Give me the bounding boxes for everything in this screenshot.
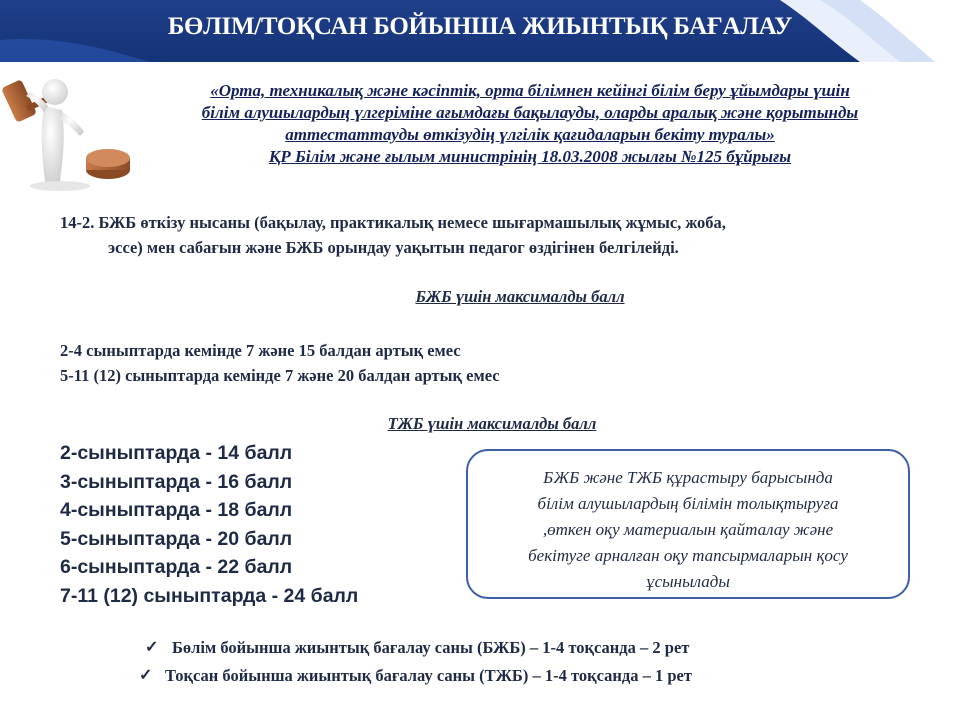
checkmark-icon: ✓ [145, 639, 159, 656]
tjb-max-item: 6-сыныптарда - 22 балл [60, 556, 293, 579]
decree-line: ҚР Білім және ғылым министрінің 18.03.2008 жылғы №125 бұйрығы [268, 147, 792, 166]
checklist-item-text: Тоқсан бойынша жиынтық бағалау саны (ТЖБ) – 1-4 тоқсанда – 1 рет [165, 666, 692, 685]
decree-line: білім алушылардың үлгеріміне ағымдағы бақылауды, оларды аралық және қорытынды [201, 103, 859, 122]
recommendation-line: ұсынылады [646, 572, 730, 591]
recommendation-line: білім алушылардың білімін толықтыруға [537, 494, 839, 513]
checklist-item [0, 634, 960, 662]
recommendation-line: ,өткен оқу материалын қайталау және [542, 520, 834, 539]
rule-paragraph [60, 210, 940, 260]
tjb-max-item: 3-сыныптарда - 16 балл [60, 470, 293, 493]
checklist-item-text: Бөлім бойынша жиынтық бағалау саны (БЖБ) – 1-4 тоқсанда – 2 рет [172, 638, 690, 657]
page-title: БӨЛІМ/ТОҚСАН БОЙЫНША ЖИЫНТЫҚ БАҒАЛАУ [167, 13, 793, 40]
rule-paragraph-line: 14-2. БЖБ өткізу нысаны (бақылау, практикалық немесе шығармашылық жұмыс, жоба, [60, 213, 726, 232]
bjb-max-heading: БЖБ үшін максималды балл [415, 287, 625, 306]
tjb-max-item: 7-11 (12) сыныптарда - 24 балл [60, 584, 359, 607]
decree-line: «Орта, техникалық және кәсіптік, орта білімнен кейінгі білім беру ұйымдары үшін [210, 81, 850, 100]
tjb-max-list [60, 439, 480, 611]
tjb-max-item: 5-сыныптарда - 20 балл [60, 527, 293, 550]
recommendation-line: бекітуге арналған оқу тапсырмаларын қосу [528, 546, 848, 565]
rule-paragraph-line: эссе) мен сабағын және БЖБ орындау уақытын педагог өздігінен белгілейді. [108, 238, 679, 257]
summary-checklist [0, 634, 960, 690]
tjb-max-item: 4-сыныптарда - 18 балл [60, 499, 293, 522]
tjb-max-item: 2-сыныптарда - 14 балл [60, 442, 293, 464]
checklist-item [0, 662, 960, 690]
checkmark-icon: ✓ [139, 667, 153, 684]
recommendation-box [466, 449, 910, 599]
decree-line: аттестаттауды өткізудің үлгілік қағидаларын бекіту туралы» [285, 125, 775, 144]
decree-citation [110, 80, 950, 168]
bjb-max-item: 5-11 (12) сыныптарда кемінде 7 және 20 балдан артық емес [60, 366, 500, 385]
recommendation-line: БЖБ және ТЖБ құрастыру барысында [543, 468, 833, 487]
tjb-max-heading: ТЖБ үшін максималды балл [387, 414, 597, 433]
bjb-max-list [60, 338, 760, 388]
bjb-max-item: 2-4 сыныптарда кемінде 7 және 15 балдан артық емес [60, 341, 461, 360]
